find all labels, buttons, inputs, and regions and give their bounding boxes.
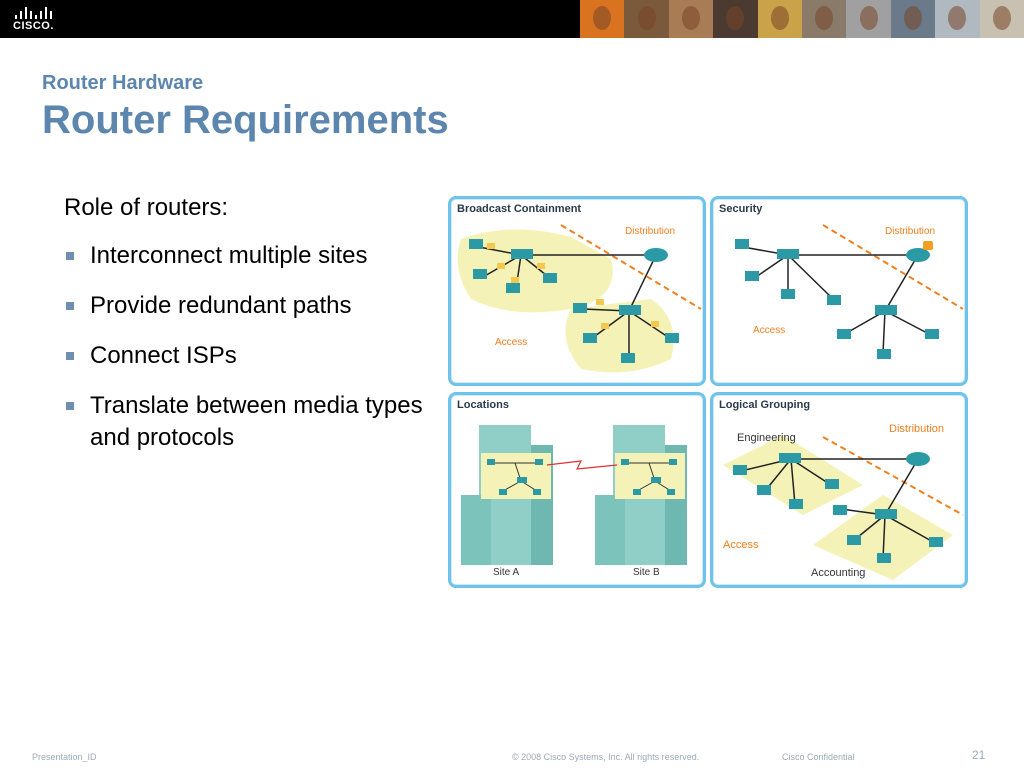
bullet-square-icon (66, 352, 74, 360)
slide-title: Router Requirements (42, 98, 449, 142)
label-engineering: Engineering (737, 432, 796, 444)
bullet-text: Connect ISPs (90, 342, 237, 369)
cisco-bridge-icon (15, 7, 55, 19)
banner-photo (758, 0, 802, 38)
bullet-square-icon (66, 252, 74, 260)
face-icon (904, 6, 922, 30)
panel-security (710, 196, 968, 386)
footer-presentation-id: Presentation_ID (32, 752, 97, 762)
panel-locations (448, 392, 706, 588)
panel-logical-grouping (710, 392, 968, 588)
label-access: Access (753, 325, 786, 336)
bullet-item (66, 390, 436, 454)
panel-title: Logical Grouping (719, 399, 811, 411)
footer-confidential: Cisco Confidential (782, 752, 855, 762)
router-roles-figure (448, 196, 968, 590)
label-access: Access (495, 337, 528, 348)
face-icon (726, 6, 744, 30)
intro-text: Role of routers: (64, 194, 229, 221)
face-icon (815, 6, 833, 30)
label-access: Access (723, 539, 759, 551)
banner-photo (980, 0, 1024, 38)
face-icon (771, 6, 789, 30)
panel-title: Locations (457, 399, 509, 411)
face-icon (638, 6, 656, 30)
banner-photo (624, 0, 668, 38)
cisco-logo (10, 5, 60, 33)
label-site-b: Site B (633, 567, 660, 578)
face-icon (593, 6, 611, 30)
label-accounting: Accounting (811, 567, 866, 579)
bullet-list (66, 240, 436, 472)
bullet-text: Provide redundant paths (90, 292, 352, 319)
banner-photo (891, 0, 935, 38)
banner-photo (802, 0, 846, 38)
face-icon (993, 6, 1011, 30)
header-banner (0, 0, 1024, 38)
bullet-item (66, 290, 436, 322)
lock-icon (923, 241, 933, 250)
face-icon (682, 6, 700, 30)
bullet-square-icon (66, 302, 74, 310)
label-distribution: Distribution (885, 226, 936, 237)
bullet-text: Interconnect multiple sites (90, 242, 368, 269)
page-number: 21 (972, 748, 986, 762)
bullet-square-icon (66, 402, 74, 410)
bullet-item (66, 340, 436, 372)
panel-title: Security (719, 203, 763, 215)
footer-copyright: © 2008 Cisco Systems, Inc. All rights reserved. (512, 752, 700, 762)
banner-photo (669, 0, 713, 38)
banner-photo (713, 0, 757, 38)
face-icon (948, 6, 966, 30)
locations-diagram (451, 395, 706, 588)
panel-broadcast-containment (448, 196, 706, 386)
label-distribution: Distribution (889, 423, 945, 435)
banner-photo (846, 0, 890, 38)
face-icon (860, 6, 878, 30)
banner-photo (935, 0, 979, 38)
bullet-item (66, 240, 436, 272)
label-site-a: Site A (493, 567, 520, 578)
label-distribution: Distribution (625, 226, 676, 237)
photo-strip (580, 0, 1024, 38)
slide-subtitle: Router Hardware (42, 72, 204, 94)
banner-photo (580, 0, 624, 38)
panel-title: Broadcast Containment (457, 203, 582, 215)
cisco-logo-text: CISCO. (13, 20, 54, 32)
bullet-text: Translate between media types and protocols (90, 392, 423, 451)
